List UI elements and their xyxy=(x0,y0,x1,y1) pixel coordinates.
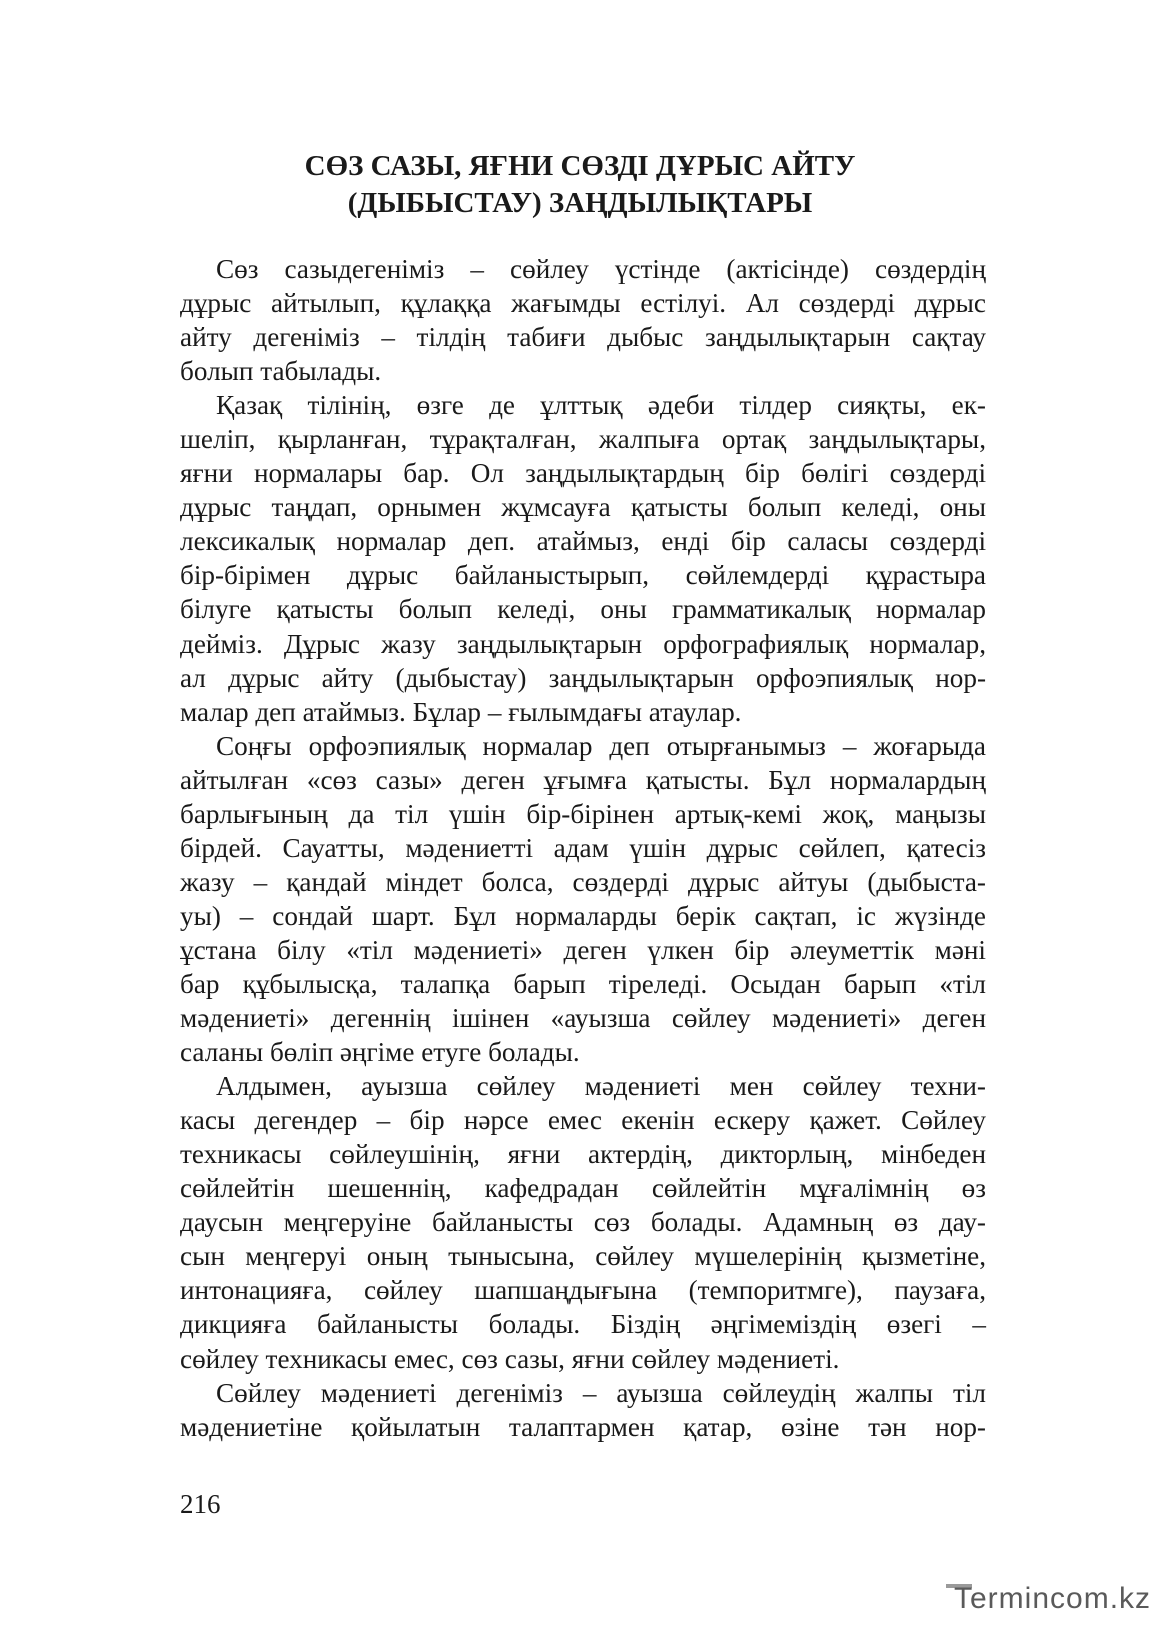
text-line: Алдымен, ауызша сөйлеу мәдениеті мен сөйлеу техни- xyxy=(216,1071,986,1102)
chapter-title-line-2: (ДЫБЫСТАУ) ЗАҢДЫЛЫҚТАРЫ xyxy=(347,187,813,219)
text-line: білуге қатысты болып келеді, оны грамматикалық нормалар xyxy=(180,594,986,625)
text-line: бірдей. Сауатты, мәдениетті адам үшін дұрыс сөйлеп, қатесіз xyxy=(180,832,986,863)
text-line: ұстана білу «тіл мәдениеті» деген үлкен бір әлеуметтік мәні xyxy=(180,934,986,965)
text-line: лексикалық нормалар деп. атаймыз, енді бір саласы сөздерді xyxy=(180,526,986,557)
paragraph-4 xyxy=(180,1069,986,1375)
paragraph-5 xyxy=(180,1376,986,1444)
text-line: уы) – сондай шарт. Бұл нормаларды берік сақтап, іс жүзінде xyxy=(180,900,986,931)
chapter-title xyxy=(180,148,980,222)
paragraph-3 xyxy=(180,729,986,1069)
text-line: яғни нормалары бар. Ол заңдылықтардың бір бөлігі сөздерді xyxy=(180,458,986,489)
text-line: айтылған «сөз сазы» деген ұғымға қатысты. Бұл нормалардың xyxy=(180,764,986,795)
body-text xyxy=(180,252,986,1444)
text-line: Соңғы орфоэпиялық нормалар деп отырғанымыз – жоғарыда xyxy=(216,730,986,761)
text-line: дұрыс таңдап, орнымен жұмсауға қатысты болып келеді, оны xyxy=(180,492,986,523)
text-line: сөйлеу техникасы емес, сөз сазы, яғни сөйлеу мәдениеті. xyxy=(180,1343,840,1374)
text-line: дұрыс айтылып, құлаққа жағымды естілуі. Ал сөздерді дұрыс xyxy=(180,288,986,319)
text-line: касы дегендер – бір нәрсе емес екенін ескеру қажет. Сөйлеу xyxy=(180,1105,986,1136)
text-line: айту дегеніміз – тілдің табиғи дыбыс заңдылықтарын сақтау xyxy=(180,322,986,353)
text-line: техникасы сөйлеушінің, яғни актердің, дикторлың, мінбеден xyxy=(180,1139,986,1170)
text-line: Сөз сазыдегеніміз – сөйлеу үстінде (актісінде) сөздердің xyxy=(216,254,986,284)
text-line: шеліп, қырланған, тұрақталған, жалпыға ортақ заңдылықтары, xyxy=(180,424,986,455)
text-line: даусын меңгеруіне байланысты сөз болады. Адамның өз дау- xyxy=(180,1207,986,1238)
paragraph-1 xyxy=(180,252,986,388)
text-line: дикцияға байланысты болады. Біздің әңгімеміздің өзегі – xyxy=(180,1309,986,1340)
text-line: саланы бөліп әңгіме етуге болады. xyxy=(180,1037,580,1068)
text-line: болып табылады. xyxy=(180,356,382,387)
text-line: мәдениеті» дегеннің ішінен «ауызша сөйлеу мәдениеті» деген xyxy=(180,1003,986,1034)
text-line: жазу – қандай міндет болса, сөздерді дұрыс айтуы (дыбыста- xyxy=(180,866,986,897)
site-watermark-logo xyxy=(946,1580,1152,1620)
watermark-text: Termincom.kz xyxy=(954,1582,1152,1615)
text-line: ал дұрыс айту (дыбыстау) заңдылықтарын орфоэпиялық нор- xyxy=(180,662,986,693)
text-line: дейміз. Дұрыс жазу заңдылықтарын орфографиялық нормалар, xyxy=(180,628,986,659)
paragraph-2 xyxy=(180,388,986,728)
text-line: малар деп атаймыз. Бұлар – ғылымдағы атаулар. xyxy=(180,696,742,727)
text-line: бір-бірімен дұрыс байланыстырып, сөйлемдерді құрастыра xyxy=(180,560,986,591)
text-line: сын меңгеруі оның тынысына, сөйлеу мүшелерінің қызметіне, xyxy=(180,1241,986,1272)
text-line: мәдениетіне қойылатын талаптармен қатар, өзіне тән нор- xyxy=(180,1411,986,1442)
text-line: сөйлейтін шешеннің, кафедрадан сөйлейтін мұғалімнің өз xyxy=(180,1173,986,1204)
text-line: Қазақ тілінің, өзге де ұлттық әдеби тілдер сияқты, ек- xyxy=(216,390,986,421)
page-number: 216 xyxy=(180,1489,221,1519)
text-line: бар құбылысқа, талапқа барып тіреледі. Осыдан барып «тіл xyxy=(180,968,986,999)
text-line: интонацияға, сөйлеу шапшаңдығына (темпоритмге), паузаға, xyxy=(180,1275,986,1306)
text-line: Сөйлеу мәдениеті дегеніміз – ауызша сөйлеудің жалпы тіл xyxy=(216,1377,986,1408)
chapter-title-line-1: СӨЗ САЗЫ, ЯҒНИ СӨЗДІ ДҰРЫС АЙТУ xyxy=(304,150,856,182)
text-line: барлығының да тіл үшін бір-бірінен артық-кемі жоқ, маңызы xyxy=(180,798,986,829)
